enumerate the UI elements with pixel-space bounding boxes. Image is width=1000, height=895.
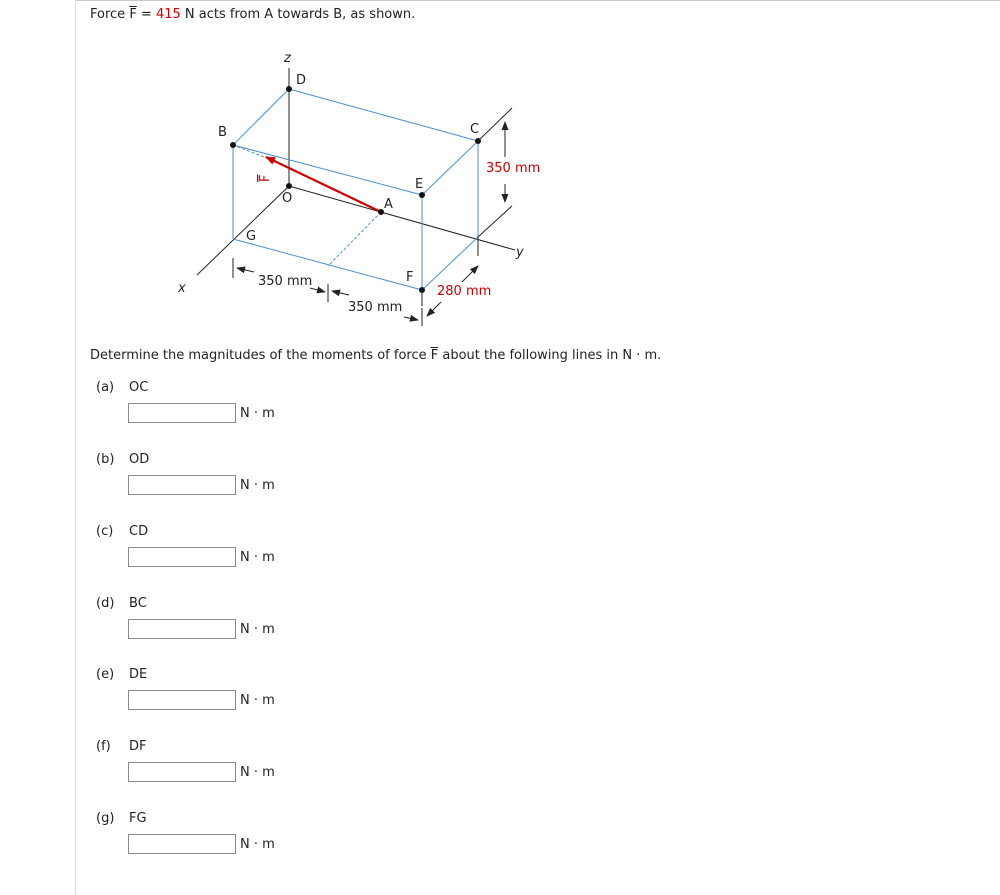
part-c-label [96, 524, 148, 539]
box-diagram [160, 38, 580, 338]
part-e-label [96, 667, 147, 682]
problem-figure [160, 38, 580, 338]
part-c-input[interactable] [128, 547, 236, 567]
dimension-depth [422, 237, 478, 316]
unit-label: N · m [240, 693, 275, 708]
part-line: FG [129, 811, 147, 826]
y-axis [289, 186, 515, 250]
point-markers [230, 86, 481, 293]
part-letter: (f) [96, 739, 111, 754]
part-line: OC [129, 380, 149, 395]
part-g-label [96, 811, 147, 826]
part-b-input[interactable] [128, 475, 236, 495]
part-g-input[interactable] [128, 834, 236, 854]
part-line: BC [129, 596, 147, 611]
part-line: DF [129, 739, 147, 754]
unit-label: N · m [240, 478, 275, 493]
label-a: A [384, 197, 393, 212]
dimension-label-width-right: 350 mm [348, 300, 403, 315]
force-value: 415 [155, 7, 181, 22]
question-text [90, 348, 661, 363]
problem-prefix: Force [90, 7, 130, 22]
question-suffix: about the following lines in N · m. [438, 348, 662, 363]
problem-equals: = [136, 7, 156, 22]
x-axis [197, 186, 289, 275]
z-axis-label: z [284, 51, 291, 66]
part-letter: (e) [96, 667, 115, 682]
part-d-input[interactable] [128, 619, 236, 639]
unit-label: N · m [240, 622, 275, 637]
dimension-label-width-left: 350 mm [258, 274, 313, 289]
projection-line [328, 212, 381, 266]
label-f: F [406, 270, 414, 285]
point-e [419, 192, 425, 198]
part-letter: (a) [96, 380, 115, 395]
top-divider [75, 0, 1000, 1]
force-symbol: $\overline{F}$ [129, 7, 137, 22]
label-d: D [296, 73, 307, 88]
label-c: C [470, 122, 480, 137]
part-e-input[interactable] [128, 690, 236, 710]
question-force-symbol: $\overline{F}$ [430, 348, 439, 363]
dimension-label-depth: 280 mm [437, 284, 492, 299]
question-prefix: Determine the magnitudes of the moments of force [90, 348, 431, 363]
part-b-label [96, 452, 149, 467]
part-line: CD [129, 524, 149, 539]
point-o [286, 183, 292, 189]
part-a-label [96, 380, 148, 395]
dimension-label-height: 350 mm [486, 161, 541, 176]
unit-label: N · m [240, 406, 275, 421]
unit-label: N · m [240, 550, 275, 565]
part-line: OD [129, 452, 150, 467]
left-divider [75, 0, 76, 895]
part-f-input[interactable] [128, 762, 236, 782]
problem-suffix: N acts from A towards B, as shown. [180, 7, 416, 22]
part-d-label [96, 596, 147, 611]
part-letter: (d) [96, 596, 115, 611]
force-vector-label: F [258, 174, 273, 182]
label-b: B [218, 125, 227, 140]
unit-label: N · m [240, 765, 275, 780]
problem-statement [90, 7, 415, 22]
part-a-input[interactable] [128, 403, 236, 423]
point-b [230, 142, 236, 148]
point-d [286, 86, 292, 92]
label-e: E [415, 177, 424, 192]
dimension-widths [233, 258, 422, 326]
x-axis-label: x [178, 281, 186, 296]
y-axis-label: y [516, 245, 524, 260]
part-letter: (c) [96, 524, 114, 539]
label-o: O [282, 191, 293, 206]
part-f-label [96, 739, 147, 754]
unit-label: N · m [240, 837, 275, 852]
part-letter: (b) [96, 452, 115, 467]
part-letter: (g) [96, 811, 115, 826]
box-edges [233, 89, 478, 290]
part-line: DE [129, 667, 148, 682]
label-g: G [246, 229, 257, 244]
